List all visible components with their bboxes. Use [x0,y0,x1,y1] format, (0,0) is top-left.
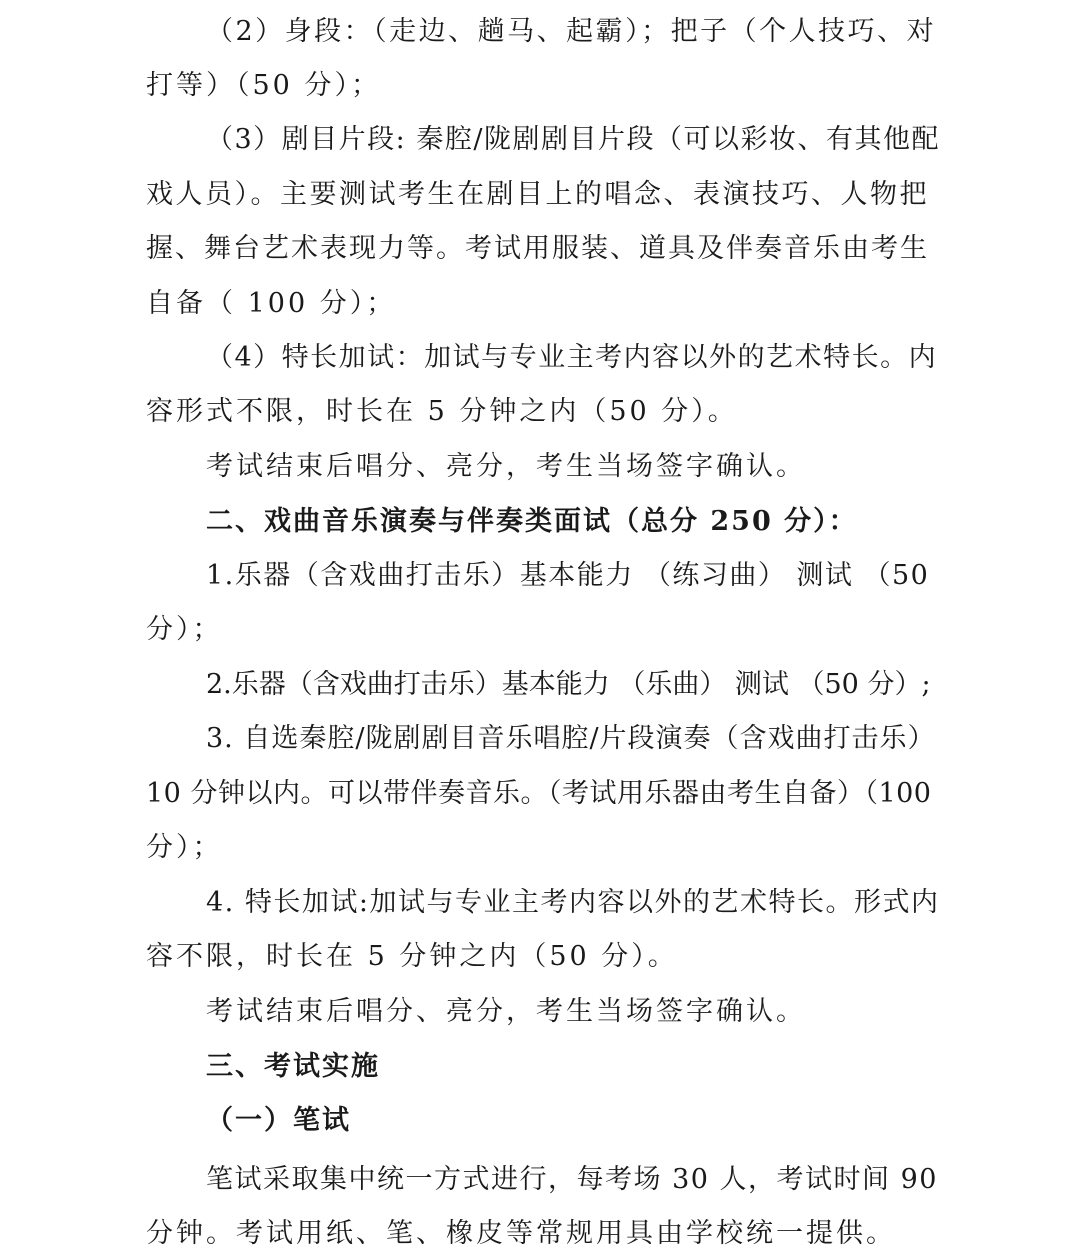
text-line: 1.乐器（含戏曲打击乐）基本能力 （练习曲） 测试 （50 [206,560,930,591]
text-line: 戏人员）。主要测试考生在剧目上的唱念、表演技巧、人物把 [146,179,929,210]
text-line: 4. 特长加试:加试与专业主考内容以外的艺术特长。形式内 [206,887,940,918]
text-line: （2）身段：（走边、趟马、起霸）；把子（个人技巧、对 [206,16,937,47]
text-line: 打等）（50 分）； [146,70,381,101]
text-line: 10 分钟以内。可以带伴奏音乐。（考试用乐器由考生自备）（100 [146,778,932,809]
text-line: 分）； [146,614,223,645]
text-line: 容形式不限，时长在 5 分钟之内（50 分）。 [146,396,738,427]
text-line: 考试结束后唱分、亮分，考生当场签字确认。 [206,996,806,1027]
text-line: 分钟。考试用纸、笔、橡皮等常规用具由学校统一提供。 [146,1218,896,1249]
text-line: （3）剧目片段: 秦腔/陇剧剧目片段（可以彩妆、有其他配 [206,124,940,155]
text-line: 考试结束后唱分、亮分，考生当场签字确认。 [206,451,806,482]
text-line: （4）特长加试：加试与专业主考内容以外的艺术特长。内 [206,342,938,373]
text-line: 容不限，时长在 5 分钟之内（50 分）。 [146,941,678,972]
text-line: 3. 自选秦腔/陇剧剧目音乐唱腔/片段演奏（含戏曲打击乐） [206,723,936,754]
text-line: 自备（ 100 分）； [146,288,397,319]
text-line: 2.乐器（含戏曲打击乐）基本能力 （乐曲） 测试 （50 分）; [206,669,931,700]
text-line: 握、舞台艺术表现力等。考试用服装、道具及伴奏音乐由考生 [146,233,929,264]
subsection-heading: （一）笔试 [206,1105,351,1136]
section-heading: 二、戏曲音乐演奏与伴奏类面试（总分 250 分）： [206,506,858,537]
text-line: 分）； [146,832,223,863]
section-heading: 三、考试实施 [206,1051,380,1082]
text-line: 笔试采取集中统一方式进行，每考场 30 人，考试时间 90 [206,1164,938,1195]
